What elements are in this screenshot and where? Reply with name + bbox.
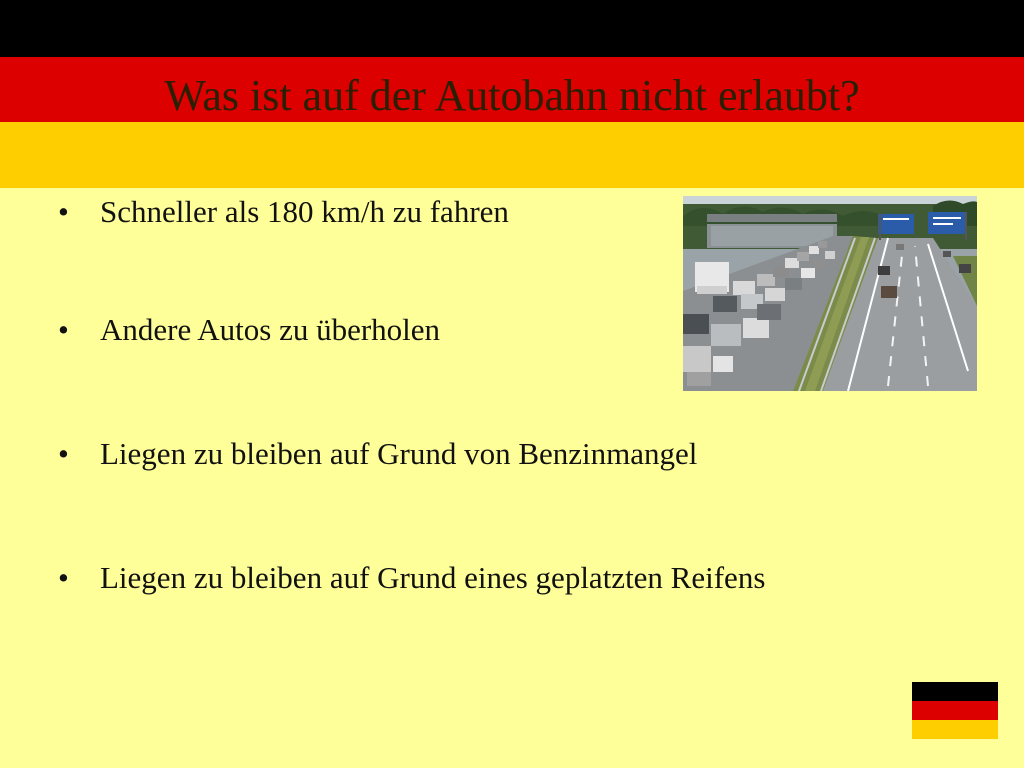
german-flag-icon xyxy=(912,682,998,739)
flag-gold-band xyxy=(912,720,998,739)
autobahn-traffic-photo xyxy=(683,196,977,391)
bullet-text: Liegen zu bleiben auf Grund eines geplatzten Reifens xyxy=(100,560,766,595)
bullet-text: Andere Autos zu überholen xyxy=(100,312,441,347)
bullet-text: Schneller als 180 km/h zu fahren xyxy=(100,194,509,229)
header-stripe-black xyxy=(0,0,1024,57)
header-stripe-gold xyxy=(0,122,1024,188)
bullet-symbol: • xyxy=(58,312,69,347)
flag-black-band xyxy=(912,682,998,701)
bullet-item xyxy=(58,558,888,598)
bullet-text: Liegen zu bleiben auf Grund von Benzinmangel xyxy=(100,436,698,471)
slide-title: Was ist auf der Autobahn nicht erlaubt? xyxy=(164,71,860,120)
bullet-item xyxy=(58,310,658,350)
bullet-symbol: • xyxy=(58,560,69,595)
flag-red-band xyxy=(912,701,998,720)
bullet-item xyxy=(58,434,918,474)
bullet-symbol: • xyxy=(58,436,69,471)
bullet-symbol: • xyxy=(58,194,69,229)
